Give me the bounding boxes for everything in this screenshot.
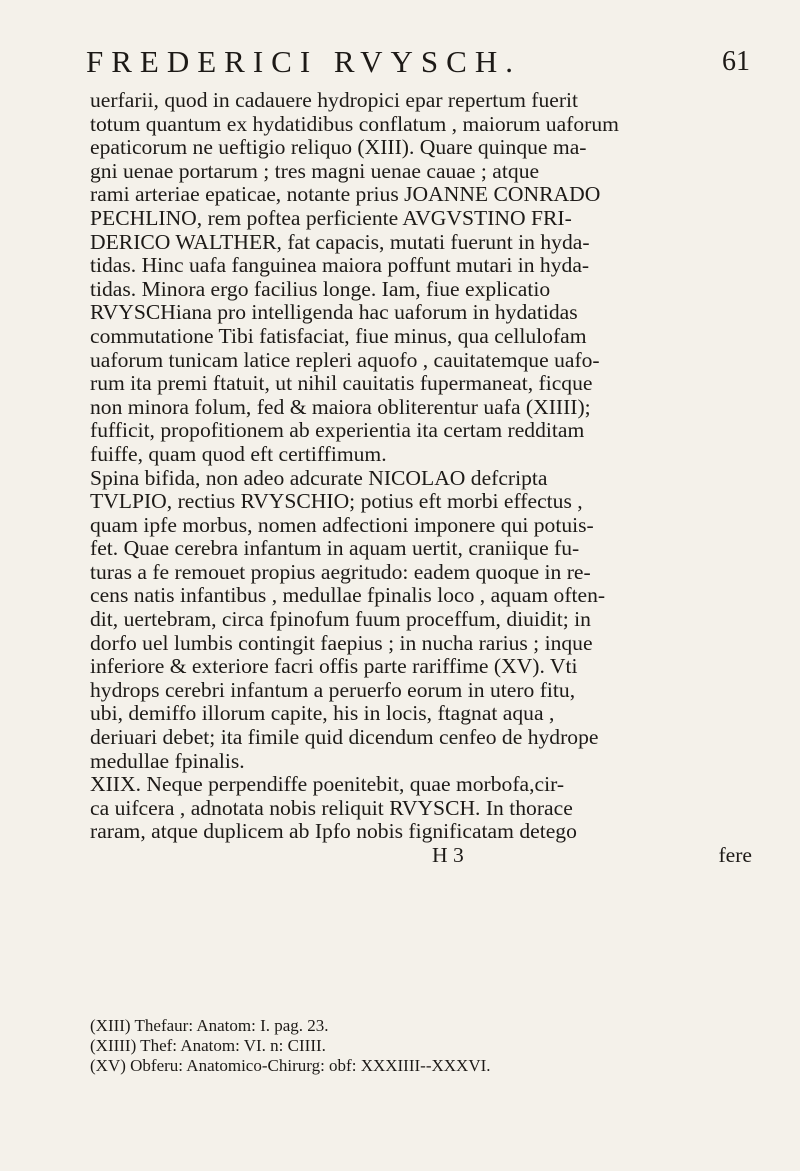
text-line: tidas. Hinc uafa fanguinea maiora poffunt mutari in hyda-: [90, 253, 590, 278]
text-line: deriuari debet; ita fimile quid dicendum cenfeo de hydrope: [90, 725, 599, 750]
footnote: (XIIII) Thef: Anatom: VI. n: CIIII.: [90, 1036, 326, 1055]
signature-mark: H 3: [432, 843, 464, 867]
text-line: medullae fpinalis.: [90, 748, 245, 773]
text-line: dit, uertebram, circa fpinofum fuum proceffum, diuidit; in: [90, 607, 591, 632]
running-title: FREDERICI RVYSCH.: [86, 44, 521, 79]
text-line: DERICO WALTHER, fat capacis, mutati fuerunt in hyda-: [90, 229, 590, 254]
text-line: quam ipfe morbus, nomen adfectioni imponere qui potuis-: [90, 512, 594, 537]
text-line: rum ita premi ftatuit, ut nihil cauitatis fupermaneat, ficque: [90, 371, 593, 396]
text-line: non minora folum, fed & maiora obliterentur uafa (XIIII);: [90, 394, 591, 419]
text-line: fuiffe, quam quod eft certiffimum.: [90, 441, 387, 466]
text-line: uaforum tunicam latice repleri aquofo , cauitatemque uafo-: [90, 347, 600, 372]
text-line: uerfarii, quod in cadauere hydropici epar repertum fuerit: [90, 88, 579, 112]
text-line: ca uifcera , adnotata nobis reliquit RVYSCH. In thorace: [90, 795, 573, 820]
text-line: ubi, demiffo illorum capite, his in locis, ftagnat aqua ,: [90, 701, 555, 726]
text-line: fufficit, propofitionem ab experientia ita certam redditam: [90, 418, 585, 443]
text-line: totum quantum ex hydatidibus conflatum , maiorum uaforum: [90, 111, 619, 136]
text-line: turas a fe remouet propius aegritudo: eadem quoque in re-: [90, 559, 591, 584]
text-line: cens natis infantibus , medullae fpinalis loco , aquam often-: [90, 583, 606, 608]
text-line: commutatione Tibi fatisfaciat, fiue minus, qua cellulofam: [90, 323, 587, 348]
text-line: Spina bifida, non adeo adcurate NICOLAO defcripta: [90, 465, 548, 490]
text-line: epaticorum ne ueftigio reliquo (XIII). Quare quinque ma-: [90, 135, 587, 160]
text-line: dorfo uel lumbis contingit faepius ; in nucha rarius ; inque: [90, 630, 593, 655]
text-line: TVLPIO, rectius RVYSCHIO; potius eft morbi effectus ,: [90, 489, 583, 514]
body-text: [90, 89, 770, 868]
footnotes: [90, 1016, 770, 1076]
text-line: hydrops cerebri infantum a peruerfo eorum in utero fitu,: [90, 677, 576, 702]
footnote: (XIII) Thefaur: Anatom: I. pag. 23.: [90, 1016, 329, 1035]
signature-line: [90, 844, 770, 868]
catchword: fere: [718, 843, 752, 867]
text-line: fet. Quae cerebra infantum in aquam uertit, craniique fu-: [90, 536, 580, 561]
text-line: inferiore & exteriore facri offis parte rariffime (XV). Vti: [90, 654, 578, 679]
text-line: gni uenae portarum ; tres magni uenae cauae ; atque: [90, 158, 540, 183]
text-line: PECHLINO, rem poftea perficiente AVGVSTINO FRI-: [90, 205, 572, 230]
running-head: [86, 44, 750, 84]
text-line: rami arteriae epaticae, notante prius JOANNE CONRADO: [90, 182, 601, 207]
text-line: XIIX. Neque perpendiffe poenitebit, quae morbofa,cir-: [90, 772, 565, 797]
footnote: (XV) Obferu: Anatomico-Chirurg: obf: XXXIIII--XXXVI.: [90, 1056, 491, 1075]
text-line: tidas. Minora ergo facilius longe. Iam, fiue explicatio: [90, 276, 551, 301]
text-line: raram, atque duplicem ab Ipfo nobis fignificatam detego: [90, 819, 577, 844]
page-number: 61: [722, 46, 750, 77]
text-line: RVYSCHiana pro intelligenda hac uaforum in hydatidas: [90, 300, 578, 325]
